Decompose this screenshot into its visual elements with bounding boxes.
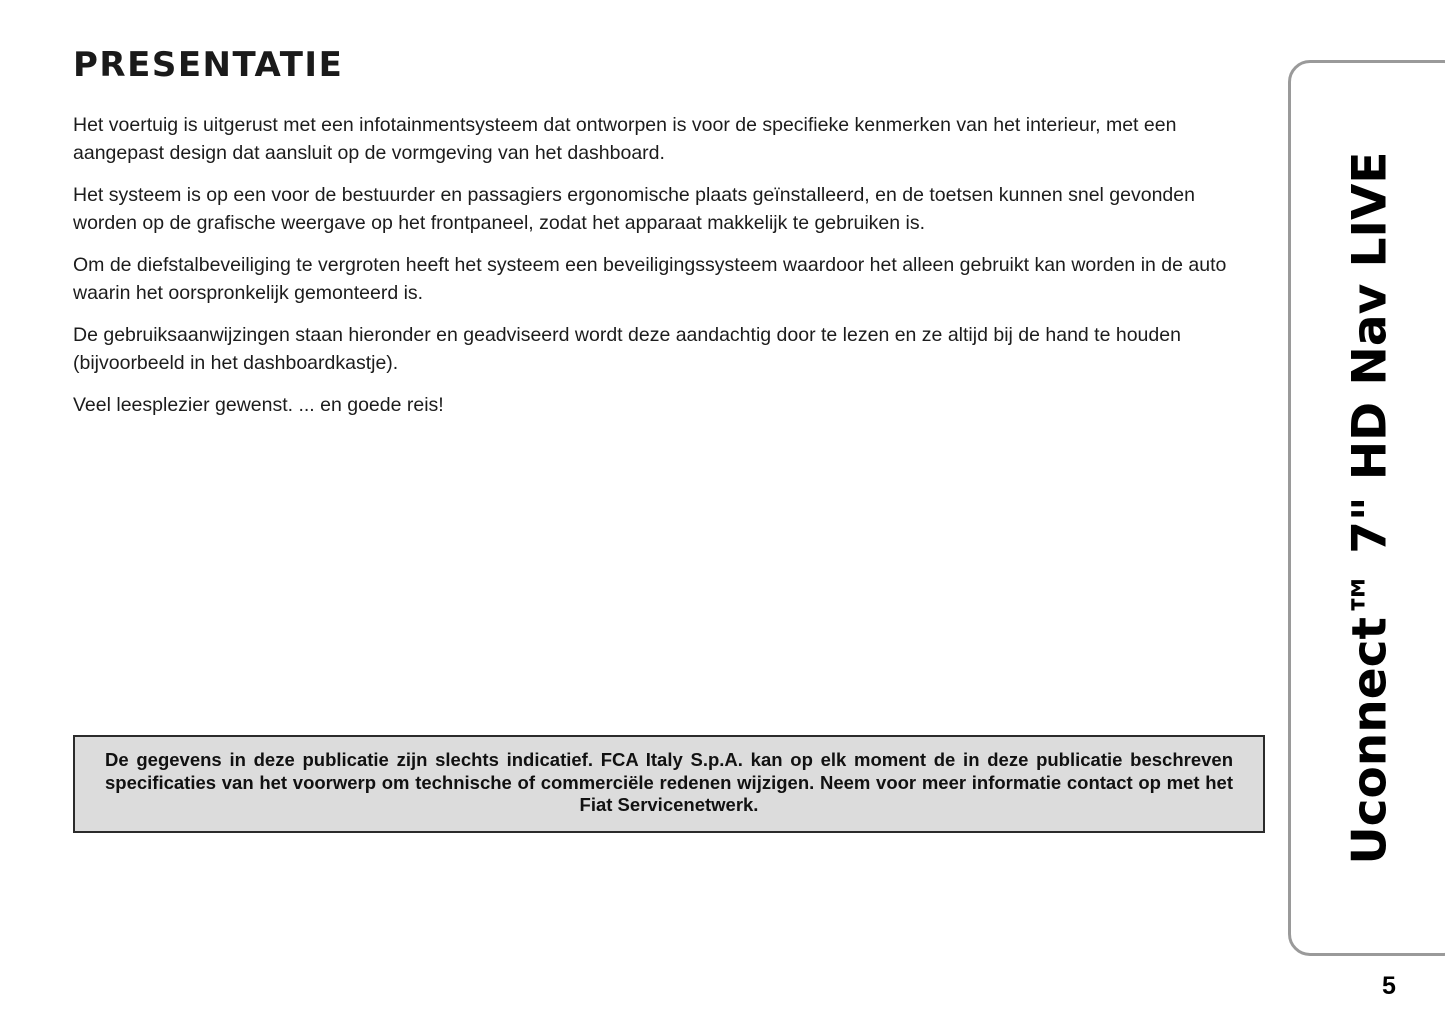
paragraph: Om de diefstalbeveiliging te vergroten heeft het systeem een beveiligingssysteem waardoor het alleen gebruikt kan worden in de auto waarin het oorspronkelijk gemonteerd is. bbox=[73, 254, 1227, 304]
paragraph: De gebruiksaanwijzingen staan hieronder en geadviseerd wordt deze aandachtig door te lezen en ze altijd bij de hand te houden (bijvoorbeeld in het dashboardkastje). bbox=[73, 324, 1181, 374]
paragraph: Het voertuig is uitgerust met een infotainmentsysteem dat ontworpen is voor de specifieke kenmerken van het interieur, met een aangepast design dat aansluit op de vormgeving van het dashboard. bbox=[73, 114, 1177, 164]
page-number: 5 bbox=[1382, 972, 1396, 1000]
chapter-tab bbox=[1288, 60, 1445, 956]
main-content bbox=[73, 45, 1241, 433]
paragraph: Veel leesplezier gewenst. ... en goede reis! bbox=[73, 394, 444, 416]
paragraph: Het systeem is op een voor de bestuurder en passagiers ergonomische plaats geïnstalleerd, en de toetsen kunnen snel gevonden worden op de grafische weergave op het frontpaneel, zodat het apparaat makkelijk te gebruiken is. bbox=[73, 184, 1195, 234]
legal-notice-box bbox=[73, 735, 1265, 833]
page-title: PRESENTATIE bbox=[73, 45, 344, 85]
legal-notice-text: De gegevens in deze publicatie zijn slechts indicatief. FCA Italy S.p.A. kan op elk moment de in deze publicatie beschreven specificaties van het voorwerp om technische of commerciële redenen wijzigen. Neem voor meer informatie contact op met het Fiat Servicenetwerk. bbox=[105, 749, 1233, 815]
chapter-tab-label: Uconnect™ 7" HD Nav LIVE bbox=[1342, 151, 1398, 865]
